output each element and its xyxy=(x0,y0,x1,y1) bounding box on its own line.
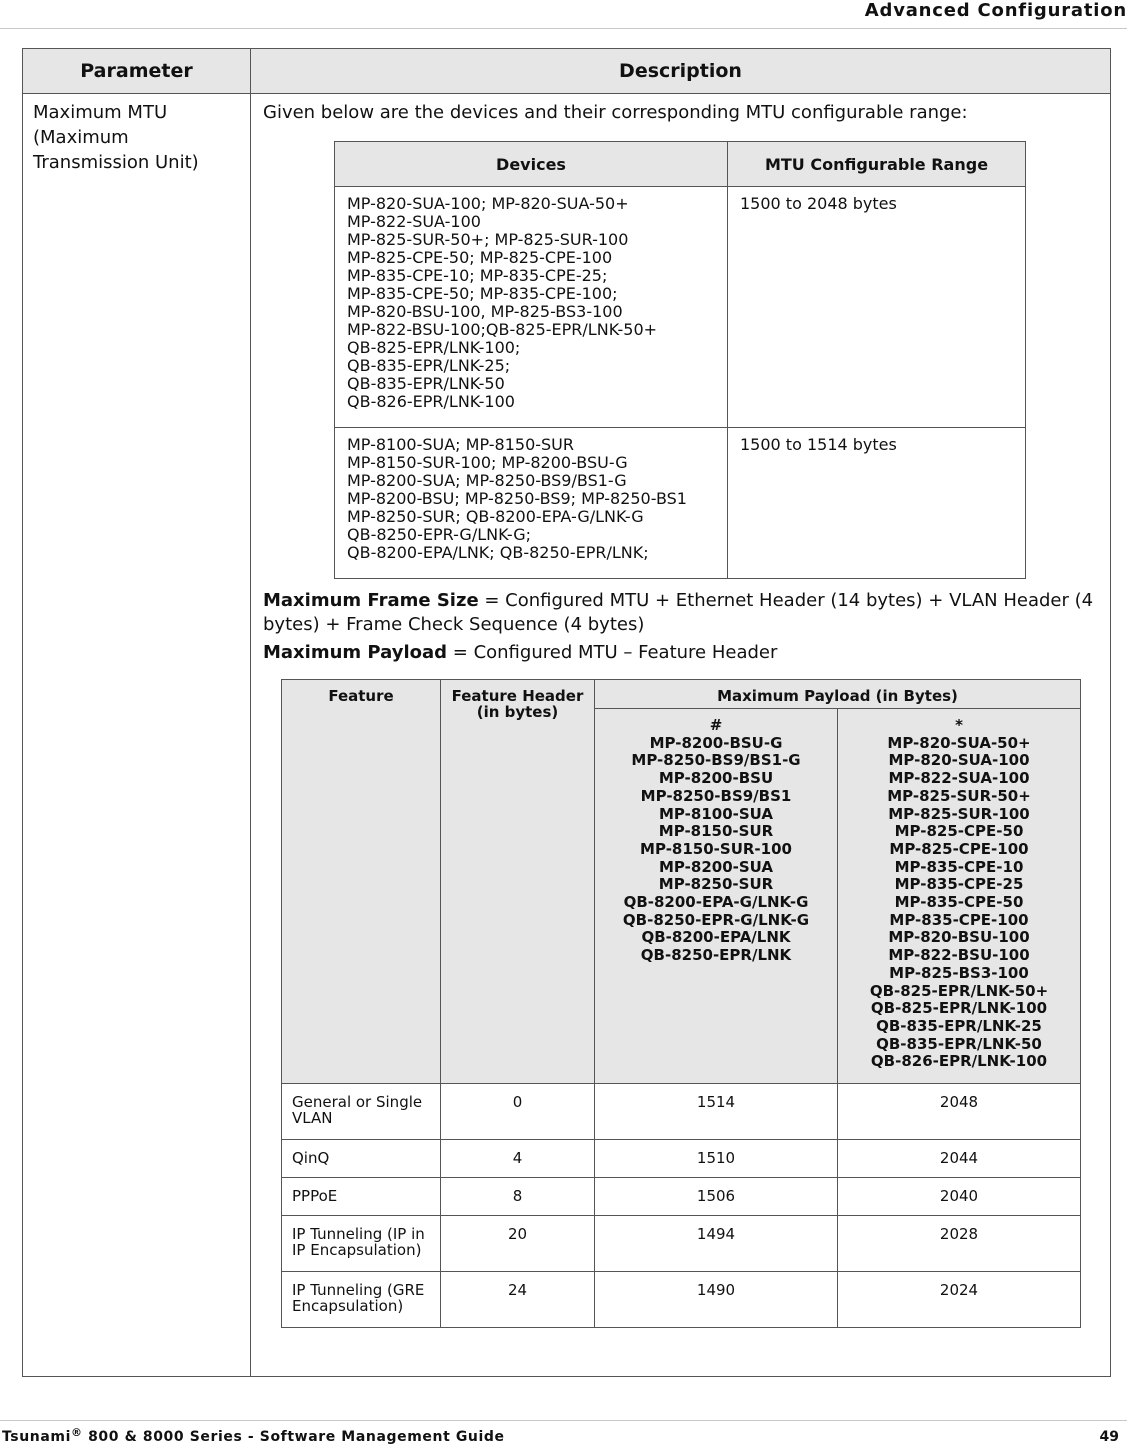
parameter-name-line: Maximum MTU xyxy=(33,102,168,123)
frame-size-label: Maximum Frame Size xyxy=(263,590,479,611)
device-group-symbol: # xyxy=(709,716,723,734)
payload-formula xyxy=(263,641,1098,665)
device-line: QB-826-EPR/LNK-100 xyxy=(347,392,515,411)
table-row xyxy=(282,1178,1081,1216)
device-group-item: MP-8150-SUR-100 xyxy=(640,839,792,858)
feature-payload-table xyxy=(281,679,1081,1328)
device-group-item: MP-822-SUA-100 xyxy=(888,769,1030,788)
device-group-item: MP-820-BSU-100 xyxy=(888,928,1030,947)
page-footer xyxy=(0,1420,1127,1448)
device-line: QB-825-EPR/LNK-100; xyxy=(347,338,521,357)
payload-label: Maximum Payload xyxy=(263,642,448,663)
device-line: MP-8150-SUR-100; MP-8200-BSU-G xyxy=(347,453,628,472)
device-line: MP-822-BSU-100;QB-825-EPR/LNK-50+ xyxy=(347,320,658,339)
feature-name-cell: PPPoE xyxy=(282,1178,441,1216)
device-group-item: MP-8150-SUR xyxy=(658,822,774,841)
hash-payload-cell: 1494 xyxy=(595,1216,838,1272)
device-line: QB-835-EPR/LNK-25; xyxy=(347,356,511,375)
parameter-table xyxy=(22,48,1111,1377)
parameter-name-line: (Maximum xyxy=(33,127,129,148)
intro-text: Given below are the devices and their corresponding MTU configurable range: xyxy=(263,102,968,123)
hash-payload-cell: 1490 xyxy=(595,1272,838,1328)
star-device-group xyxy=(838,709,1081,1084)
device-group-item: MP-825-CPE-50 xyxy=(894,822,1024,841)
feature-header-cell: 20 xyxy=(441,1216,595,1272)
star-payload-cell: 2048 xyxy=(838,1084,1081,1140)
table-row xyxy=(282,1084,1081,1140)
device-group-item: MP-8250-BS9/BS1 xyxy=(640,786,792,805)
page-header xyxy=(0,0,1127,29)
feature-header-cell: 0 xyxy=(441,1084,595,1140)
device-group-item: MP-825-CPE-100 xyxy=(889,839,1029,858)
device-line: MP-825-SUR-50+; MP-825-SUR-100 xyxy=(347,230,629,249)
feature-header-column-header: Feature Header (in bytes) xyxy=(441,680,595,1084)
max-payload-column-header: Maximum Payload (in Bytes) xyxy=(595,680,1081,709)
device-group-item: MP-8200-SUA xyxy=(659,857,773,876)
device-group-item: MP-825-SUR-50+ xyxy=(887,786,1031,805)
hash-payload-cell: 1506 xyxy=(595,1178,838,1216)
device-line: QB-8250-EPR-G/LNK-G; xyxy=(347,525,532,544)
table-row xyxy=(282,1140,1081,1178)
footer-guide-name: 800 & 8000 Series - Software Management Guide xyxy=(82,1429,505,1445)
feature-column-header: Feature xyxy=(282,680,441,1084)
device-line: MP-822-SUA-100 xyxy=(347,212,481,231)
device-group-item: MP-835-CPE-10 xyxy=(894,857,1024,876)
device-line: MP-8100-SUA; MP-8150-SUR xyxy=(347,435,575,454)
device-group-item: MP-822-BSU-100 xyxy=(888,946,1030,965)
hash-payload-cell: 1514 xyxy=(595,1084,838,1140)
device-group-item: MP-820-SUA-100 xyxy=(888,751,1030,770)
parameter-name-cell xyxy=(23,94,251,1377)
star-payload-cell: 2024 xyxy=(838,1272,1081,1328)
device-group-symbol: * xyxy=(955,716,963,734)
feature-header-cell: 4 xyxy=(441,1140,595,1178)
star-payload-cell: 2028 xyxy=(838,1216,1081,1272)
table-row xyxy=(335,187,1026,428)
mtu-range-cell: 1500 to 2048 bytes xyxy=(728,187,1026,428)
feature-header-cell: 24 xyxy=(441,1272,595,1328)
section-title: Advanced Configuration xyxy=(864,0,1127,21)
mtu-range-column-header: MTU Configurable Range xyxy=(728,142,1026,187)
devices-column-header: Devices xyxy=(335,142,728,187)
device-list-cell xyxy=(335,187,728,428)
device-group-item: MP-8200-BSU xyxy=(658,769,774,788)
page-number: 49 xyxy=(1099,1429,1119,1445)
device-list-cell xyxy=(335,428,728,579)
table-row xyxy=(335,428,1026,579)
device-group-item: QB-8200-EPA/LNK xyxy=(641,928,791,947)
payload-text: = Configured MTU – Feature Header xyxy=(447,642,778,663)
table-row xyxy=(282,1272,1081,1328)
device-group-item: MP-8100-SUA xyxy=(659,804,773,823)
parameter-column-header: Parameter xyxy=(23,49,251,94)
device-line: MP-825-CPE-50; MP-825-CPE-100 xyxy=(347,248,613,267)
description-cell xyxy=(251,94,1111,1377)
device-line: MP-835-CPE-10; MP-835-CPE-25; xyxy=(347,266,608,285)
device-line: MP-8250-SUR; QB-8200-EPA-G/LNK-G xyxy=(347,507,644,526)
star-payload-cell: 2044 xyxy=(838,1140,1081,1178)
device-line: MP-835-CPE-50; MP-835-CPE-100; xyxy=(347,284,618,303)
device-group-item: MP-8200-BSU-G xyxy=(649,733,783,752)
device-line: MP-820-BSU-100, MP-825-BS3-100 xyxy=(347,302,623,321)
device-group-item: QB-8250-EPR-G/LNK-G xyxy=(622,910,810,929)
device-group-item: MP-8250-BS9/BS1-G xyxy=(631,751,801,770)
device-group-item: QB-835-EPR/LNK-50 xyxy=(876,1034,1042,1053)
device-group-item: MP-825-BS3-100 xyxy=(889,963,1029,982)
footer-registered-mark: ® xyxy=(71,1426,83,1439)
frame-size-formula xyxy=(263,589,1098,637)
device-line: QB-8200-EPA/LNK; QB-8250-EPR/LNK; xyxy=(347,543,649,562)
star-payload-cell: 2040 xyxy=(838,1178,1081,1216)
device-group-item: MP-8250-SUR xyxy=(658,875,774,894)
device-group-item: QB-835-EPR/LNK-25 xyxy=(876,1016,1042,1035)
feature-name-cell: QinQ xyxy=(282,1140,441,1178)
device-group-item: QB-825-EPR/LNK-50+ xyxy=(869,981,1049,1000)
feature-name-cell: IP Tunneling (IP in IP Encapsulation) xyxy=(282,1216,441,1272)
device-group-item: QB-825-EPR/LNK-100 xyxy=(870,999,1048,1018)
table-row xyxy=(282,1216,1081,1272)
feature-name-cell: General or Single VLAN xyxy=(282,1084,441,1140)
footer-guide-title xyxy=(2,1426,505,1445)
device-group-item: MP-835-CPE-100 xyxy=(889,910,1029,929)
footer-product: Tsunami xyxy=(2,1429,71,1445)
device-line: MP-8200-SUA; MP-8250-BS9/BS1-G xyxy=(347,471,627,490)
devices-mtu-table xyxy=(334,141,1026,579)
device-group-item: MP-835-CPE-50 xyxy=(894,893,1024,912)
feature-name-cell: IP Tunneling (GRE Encapsulation) xyxy=(282,1272,441,1328)
device-line: MP-820-SUA-100; MP-820-SUA-50+ xyxy=(347,194,629,213)
hash-payload-cell: 1510 xyxy=(595,1140,838,1178)
device-group-item: QB-8200-EPA-G/LNK-G xyxy=(623,893,809,912)
description-column-header: Description xyxy=(251,49,1111,94)
device-group-item: MP-820-SUA-50+ xyxy=(887,733,1031,752)
device-group-item: QB-8250-EPR/LNK xyxy=(640,946,792,965)
hash-device-group xyxy=(595,709,838,1084)
device-line: QB-835-EPR/LNK-50 xyxy=(347,374,505,393)
frame-size-text: = Configured MTU + Ethernet Header (14 bytes) + VLAN Header (4 bytes) + Frame Check Sequence (4 bytes) xyxy=(263,590,1094,635)
feature-header-cell: 8 xyxy=(441,1178,595,1216)
device-group-item: MP-825-SUR-100 xyxy=(888,804,1030,823)
device-line: MP-8200-BSU; MP-8250-BS9; MP-8250-BS1 xyxy=(347,489,687,508)
device-group-item: MP-835-CPE-25 xyxy=(894,875,1024,894)
device-group-item: QB-826-EPR/LNK-100 xyxy=(870,1052,1048,1071)
mtu-range-cell: 1500 to 1514 bytes xyxy=(728,428,1026,579)
parameter-name-line: Transmission Unit) xyxy=(33,152,199,173)
